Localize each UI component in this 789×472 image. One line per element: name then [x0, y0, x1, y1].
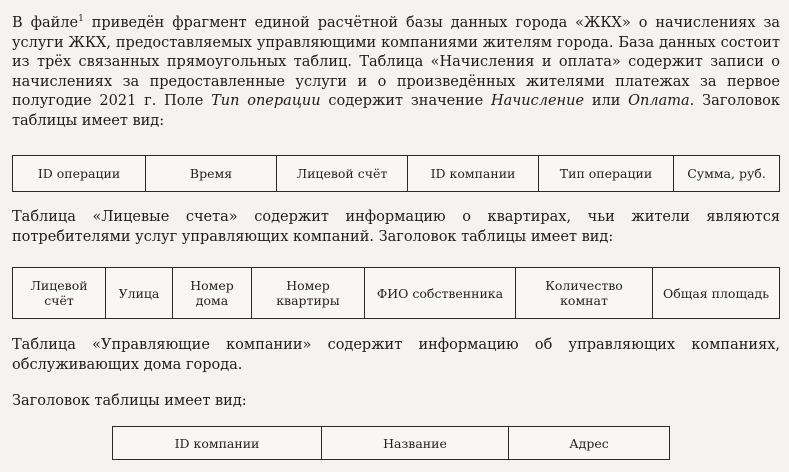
header-cell: Количество комнат — [516, 268, 653, 319]
intro-text-body: приведён фрагмент единой расчётной базы данных города «ЖКХ» о начислениях за услуги ЖКХ, предоставляемых управляющими компаниями жителям города. База данных состоит из трёх связанных прямоугольных таблиц. Таблица «Начисления и оплата» содержит записи о начислениях за предоставленные услуги и о произведённых жителями платежах за первое полугодие 2021 г. Поле — [12, 15, 780, 110]
intro-text-or: или — [584, 93, 629, 110]
header-cell: ID операции — [13, 156, 146, 192]
header-cell: Номер квартиры — [252, 268, 365, 319]
header-cell: ФИО собственника — [365, 268, 516, 319]
intro-text-start: В файле — [12, 15, 79, 31]
table-row — [13, 156, 780, 192]
table-companies-header — [112, 426, 670, 460]
header-cell: Номер дома — [173, 268, 252, 319]
footnote-marker: 1 — [78, 14, 84, 25]
value-payment-italic: Оплата — [628, 93, 690, 110]
intro-text-end: . Заголовок таблицы имеет вид: — [12, 93, 780, 129]
table-accounts-header — [12, 267, 780, 319]
paragraph-intro — [12, 14, 780, 132]
table-charges-header — [12, 155, 780, 192]
paragraph-accounts: Таблица «Лицевые счета» содержит информацию о квартирах, чьи жители являются потребителями услуг управляющих компаний. Заголовок таблицы имеет вид: — [12, 209, 780, 245]
header-cell: Тип операции — [539, 156, 674, 192]
header-cell: Время — [146, 156, 277, 192]
header-cell: ID компании — [113, 427, 322, 460]
paragraph-companies: Таблица «Управляющие компании» содержит информацию об управляющих компаниях, обслуживающих дома города. — [12, 337, 780, 373]
table-row — [113, 427, 670, 460]
header-cell: Сумма, руб. — [674, 156, 780, 192]
paragraph-header-note: Заголовок таблицы имеет вид: — [12, 393, 247, 409]
table-row — [13, 268, 780, 319]
value-charge-italic: Начисление — [490, 93, 585, 110]
intro-text-mid: содержит значение — [320, 93, 491, 110]
header-cell: ID компании — [408, 156, 539, 192]
field-name-italic: Тип операции — [211, 93, 321, 110]
header-cell: Лицевой счёт — [13, 268, 106, 319]
header-cell: Общая площадь — [653, 268, 780, 319]
header-cell: Название — [322, 427, 509, 460]
header-cell: Адрес — [509, 427, 670, 460]
header-cell: Лицевой счёт — [277, 156, 408, 192]
header-cell: Улица — [106, 268, 173, 319]
